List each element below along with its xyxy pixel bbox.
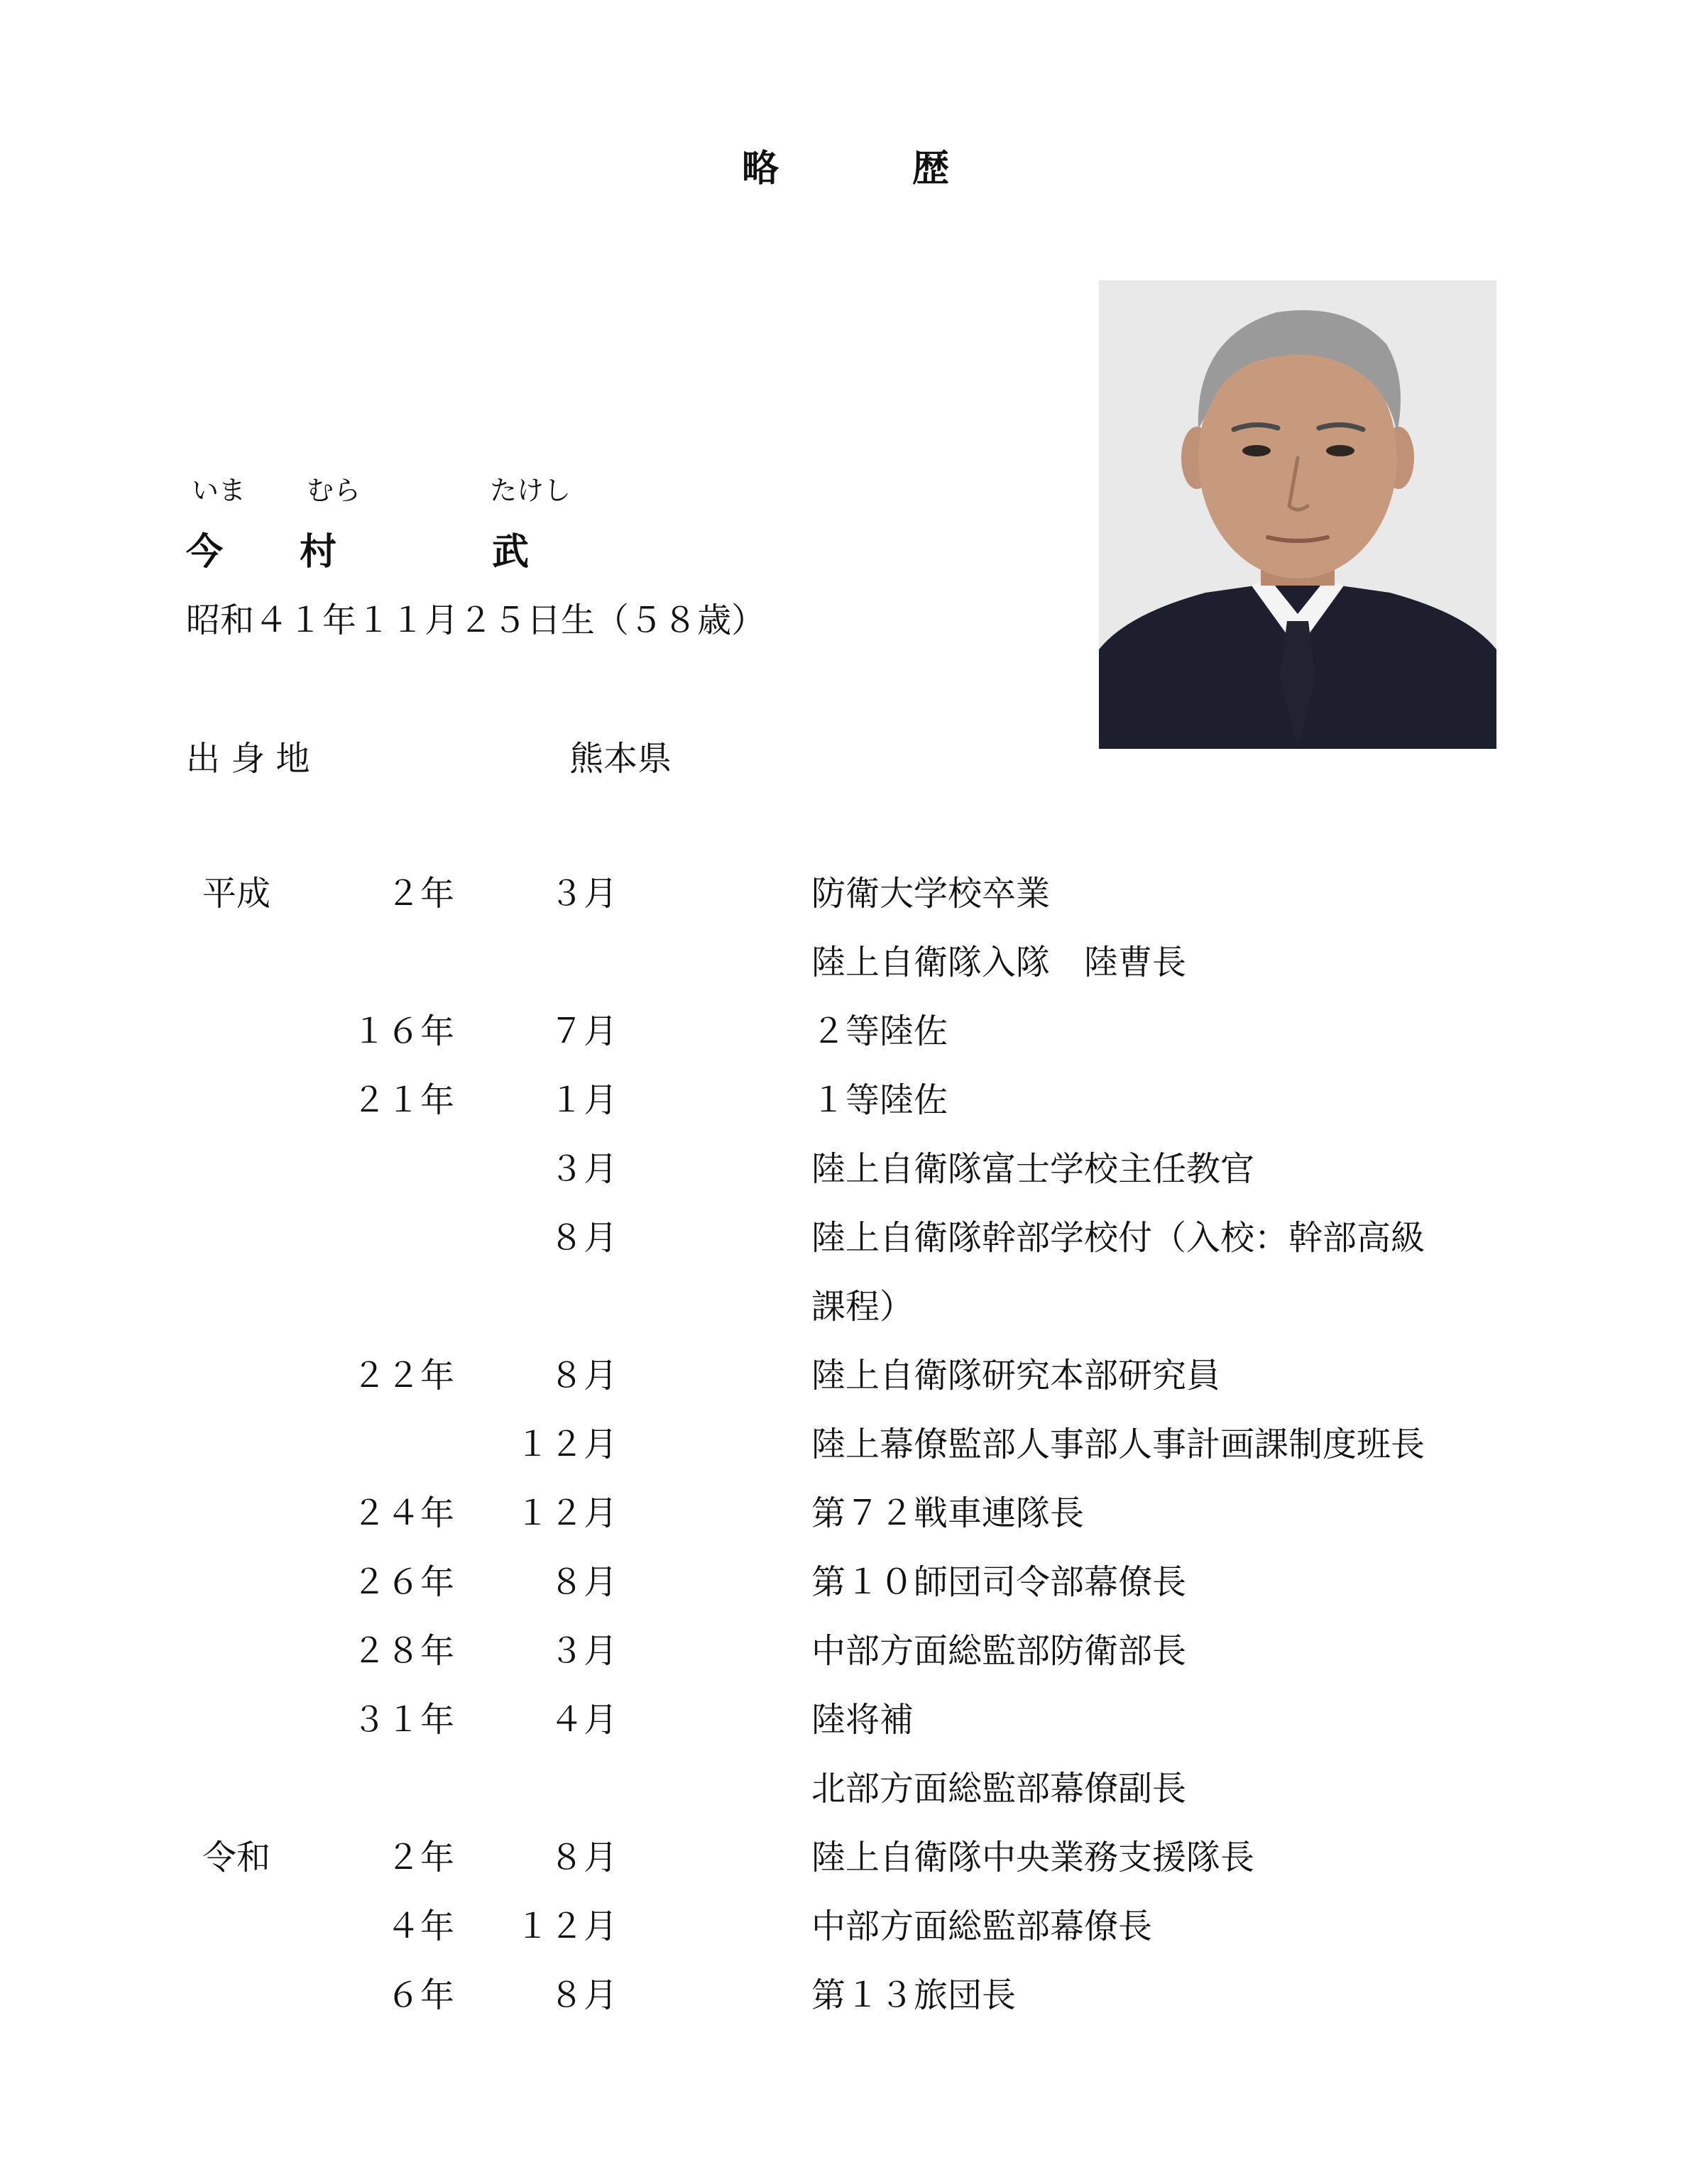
history-row: [0, 1830, 1708, 1887]
history-month: １２月: [515, 1425, 618, 1464]
history-row: [0, 1761, 1708, 1818]
history-month: ８月: [549, 1975, 618, 2015]
origin-label: 出 身 地: [186, 739, 310, 779]
history-row: [0, 1486, 1708, 1542]
history-year: ２６年: [351, 1562, 454, 1602]
history-row: [0, 1004, 1708, 1060]
history-event: 第１３旅団長: [811, 1975, 1017, 2015]
history-row: [0, 1968, 1708, 2024]
history-year: ２４年: [351, 1493, 454, 1533]
furigana-family-1: いま: [192, 475, 246, 506]
history-event: 北部方面総監部幕僚副長: [811, 1769, 1187, 1809]
history-year: １６年: [351, 1011, 454, 1051]
history-event: 第１０師団司令部幕僚長: [811, 1562, 1187, 1602]
history-row: [0, 1692, 1708, 1749]
history-row: [0, 1072, 1708, 1129]
name-given: 武: [492, 531, 530, 574]
history-row: [0, 1279, 1708, 1336]
history-month: ８月: [549, 1356, 618, 1395]
history-event: 陸上自衛隊入隊 陸曹長: [811, 943, 1187, 982]
history-row: [0, 1899, 1708, 1955]
history-month: １月: [549, 1080, 618, 1120]
name-family-1: 今: [186, 531, 224, 574]
history-row: [0, 1141, 1708, 1198]
history-month: ８月: [549, 1838, 618, 1877]
history-row: [0, 1623, 1708, 1680]
name-family-2: 村: [300, 531, 337, 574]
history-event: 防衛大学校卒業: [811, 874, 1051, 914]
history-year: ２年: [385, 874, 454, 914]
history-event: 陸上自衛隊研究本部研究員: [811, 1356, 1221, 1395]
history-month: １２月: [515, 1907, 618, 1946]
history-event: 第７２戦車連隊長: [811, 1493, 1085, 1533]
furigana-family-2: むら: [307, 475, 361, 506]
page-title-left: 略: [742, 148, 781, 190]
history-month: ３月: [549, 1149, 618, 1189]
portrait-photo: [1099, 280, 1496, 749]
furigana-given: たけし: [490, 475, 571, 506]
history-year: ２年: [385, 1838, 454, 1877]
history-event: 中部方面総監部幕僚長: [811, 1907, 1153, 1946]
history-month: ４月: [549, 1700, 618, 1740]
history-row: [0, 935, 1708, 992]
history-era: 平成: [202, 874, 271, 914]
history-row: [0, 1417, 1708, 1474]
history-month: ３月: [549, 1631, 618, 1671]
history-row: [0, 1348, 1708, 1405]
history-event: １等陸佐: [811, 1080, 948, 1120]
history-event: 陸将補: [811, 1700, 914, 1740]
origin-value: 熊本県: [569, 739, 672, 779]
history-year: ４年: [385, 1907, 454, 1946]
history-era: 令和: [202, 1838, 271, 1877]
history-month: １２月: [515, 1493, 618, 1533]
history-year: ２８年: [351, 1631, 454, 1671]
history-event: 陸上自衛隊幹部学校付（入校：幹部高級: [811, 1218, 1425, 1258]
page-title-right: 歴: [912, 148, 951, 190]
history-month: ７月: [549, 1011, 618, 1051]
history-year: ２１年: [351, 1080, 454, 1120]
history-year: ２２年: [351, 1356, 454, 1395]
history-event: 陸上幕僚監部人事部人事計画課制度班長: [811, 1425, 1425, 1464]
history-event: 中部方面総監部防衛部長: [811, 1631, 1187, 1671]
history-row: [0, 1554, 1708, 1611]
history-year: ６年: [385, 1975, 454, 2015]
history-row: [0, 866, 1708, 923]
history-row: [0, 1210, 1708, 1267]
history-event: 陸上自衛隊中央業務支援隊長: [811, 1838, 1255, 1877]
history-event: 陸上自衛隊富士学校主任教官: [811, 1149, 1255, 1189]
history-event: 課程）: [811, 1287, 914, 1327]
birth-date: 昭和４１年１１月２５日生（５８歳）: [186, 600, 766, 640]
history-event: ２等陸佐: [811, 1011, 948, 1051]
history-year: ３１年: [351, 1700, 454, 1740]
history-month: ８月: [549, 1218, 618, 1258]
history-month: ３月: [549, 874, 618, 914]
portrait-icon: [1099, 280, 1496, 749]
history-month: ８月: [549, 1562, 618, 1602]
